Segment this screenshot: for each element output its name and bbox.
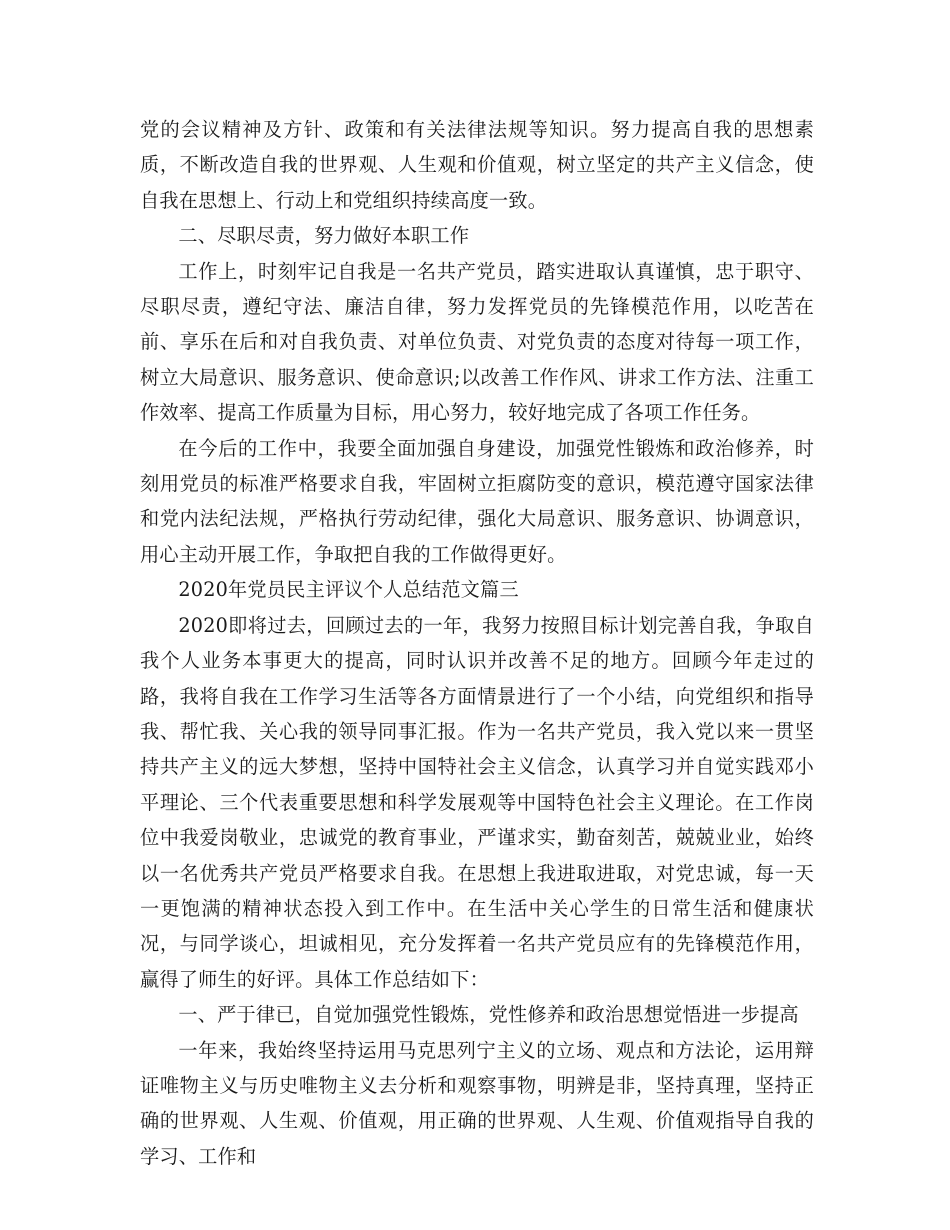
paragraph-future: 在今后的工作中，我要全面加强自身建设，加强党性锻炼和政治修养，时刻用党员的标准严格要求自我，牢固树立拒腐防变的意识，模范遵守国家法律和党内法纪法规，严格执行劳动纪律，强化大局意识、服务意识、协调意识，用心主动开展工作，争取把自我的工作做得更好。 bbox=[140, 436, 814, 566]
paragraph-work: 工作上，时刻牢记自我是一名共产党员，踏实进取认真谨慎，忠于职守、尽职尽责，遵纪守法、廉洁自律，努力发挥党员的先锋模范作用，以吃苦在前、享乐在后和对自我负责、对单位负责、对党负责的态度对待每一项工作，树立大局意识、服务意识、使命意识;以改善工作作风、讲求工作方法、注重工作效率、提高工作质量为目标，用心努力，较好地完成了各项工作任务。 bbox=[140, 259, 814, 425]
section-heading-article-three: 2020年党员民主评议个人总结范文篇三 bbox=[178, 578, 519, 602]
paragraph-continued: 党的会议精神及方针、政策和有关法律法规等知识。努力提高自我的思想素质，不断改造自我的世界观、人生观和价值观，树立坚定的共产主义信念，使自我在思想上、行动上和党组织持续高度一致。 bbox=[140, 118, 814, 212]
section-heading-duty: 二、尽职尽责，努力做好本职工作 bbox=[178, 224, 470, 248]
section-heading-discipline: 一、严于律已，自觉加强党性锻炼，党性修养和政治思想觉悟进一步提高 bbox=[178, 1003, 799, 1027]
document-body bbox=[140, 112, 814, 1174]
paragraph-review: 2020即将过去，回顾过去的一年，我努力按照目标计划完善自我，争取自我个人业务本事更大的提高，同时认识并改善不足的地方。回顾今年走过的路，我将自我在工作学习生活等各方面情景进行了一个小结，向党组织和指导我、帮忙我、关心我的领导同事汇报。作为一名共产党员，我入党以来一贯坚持共产主义的远大梦想，坚持中国特社会主义信念，认真学习并自觉实践邓小平理论、三个代表重要思想和科学发展观等中国特色社会主义理论。在工作岗位中我爱岗敬业，忠诚党的教育事业，严谨求实，勤奋刻苦，兢兢业业，始终以一名优秀共产党员严格要求自我。在思想上我进取进取，对党忠诚，每一天一更饱满的精神状态投入到工作中。在生活中关心学生的日常生活和健康状况，与同学谈心，坦诚相见，充分发挥着一名共产党员应有的先锋模范作用，赢得了师生的好评。具体工作总结如下： bbox=[140, 613, 814, 991]
paragraph-year: 一年来，我始终坚持运用马克思列宁主义的立场、观点和方法论，运用辩证唯物主义与历史唯物主义去分析和观察事物，明辨是非，坚持真理，坚持正确的世界观、人生观、价值观，用正确的世界观、人生观、价值观指导自我的学习、工作和 bbox=[140, 1038, 814, 1168]
